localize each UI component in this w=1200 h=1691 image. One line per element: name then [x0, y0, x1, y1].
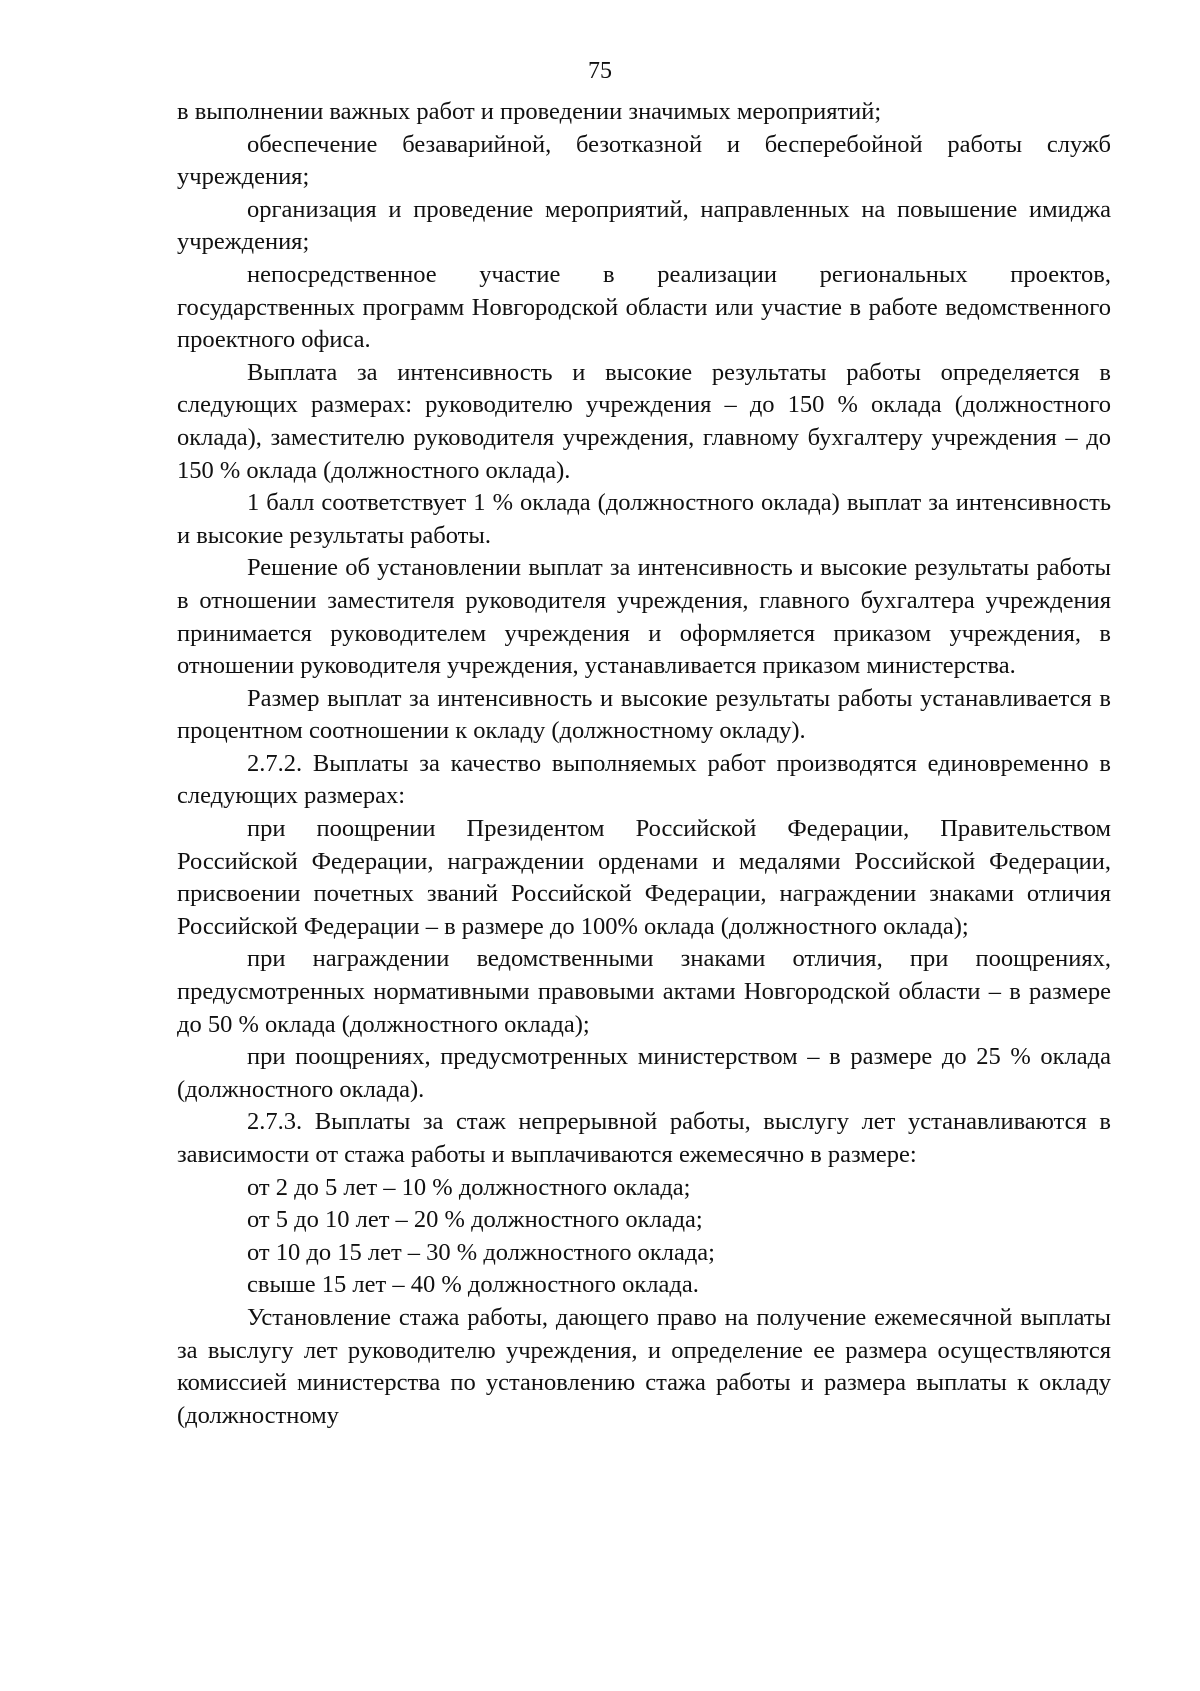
paragraph: при поощрениях, предусмотренных министерством – в размере до 25 % оклада (должностного оклада). — [177, 1043, 1111, 1103]
paragraph: обеспечение безаварийной, безотказной и бесперебойной работы служб учреждения; — [177, 130, 1111, 191]
paragraph: при награждении ведомственными знаками отличия, при поощрениях, предусмотренных нормативными правовыми актами Новгородской области – в размере до 50 % оклада (должностного оклада); — [177, 945, 1111, 1038]
paragraph: Установление стажа работы, дающего право на получение ежемесячной выплаты за выслугу лет руководителю учреждения, и определение ее размера осуществляются комиссией министерства по установлению стажа работы и размера выплаты к окладу (должностному — [177, 1303, 1111, 1429]
paragraph: 2.7.3. Выплаты за стаж непрерывной работы, выслугу лет устанавливаются в зависимости от стажа работы и выплачиваются ежемесячно в размере: — [177, 1108, 1111, 1168]
list-item: от 10 до 15 лет – 30 % должностного оклада; — [247, 1238, 715, 1266]
paragraph: 2.7.2. Выплаты за качество выполняемых работ производятся единовременно в следующих размерах: — [177, 749, 1111, 810]
list-item: от 2 до 5 лет – 10 % должностного оклада; — [247, 1173, 691, 1201]
paragraph: непосредственное участие в реализации региональных проектов, государственных программ Новгородской области или участие в работе ведомственного проектного офиса. — [177, 260, 1111, 354]
paragraph: Решение об установлении выплат за интенсивность и высокие результаты работы в отношении заместителя руководителя учреждения, главного бухгалтера учреждения принимается руководителем учреждения и оформляется приказом учреждения, в отношении руководителя учреждения, устанавливается приказом министерства. — [177, 554, 1111, 680]
paragraph: 1 балл соответствует 1 % оклада (должностного оклада) выплат за интенсивность и высокие результаты работы. — [177, 489, 1111, 549]
paragraph: организация и проведение мероприятий, направленных на повышение имиджа учреждения; — [177, 195, 1111, 256]
paragraph: Размер выплат за интенсивность и высокие результаты работы устанавливается в процентном соотношении к окладу (должностному окладу). — [177, 684, 1111, 745]
paragraph: Выплата за интенсивность и высокие результаты работы определяется в следующих размерах: руководителю учреждения – до 150 % оклада (должностного оклада), заместителю руководителя учреждения, главному бухгалтеру учреждения – до 150 % оклада (должностного оклада). — [177, 358, 1111, 484]
list-item: от 5 до 10 лет – 20 % должностного оклада; — [247, 1206, 703, 1234]
list-item: свыше 15 лет – 40 % должностного оклада. — [247, 1271, 699, 1299]
page-number: 75 — [588, 58, 612, 84]
document-body — [177, 96, 1111, 1432]
paragraph: в выполнении важных работ и проведении значимых мероприятий; — [177, 98, 882, 125]
paragraph: при поощрении Президентом Российской Федерации, Правительством Российской Федерации, награждении орденами и медалями Российской Федерации, присвоении почетных званий Российской Федерации, награждении знаками отличия Российской Федерации – в размере до 100% оклада (должностного оклада); — [177, 815, 1111, 940]
